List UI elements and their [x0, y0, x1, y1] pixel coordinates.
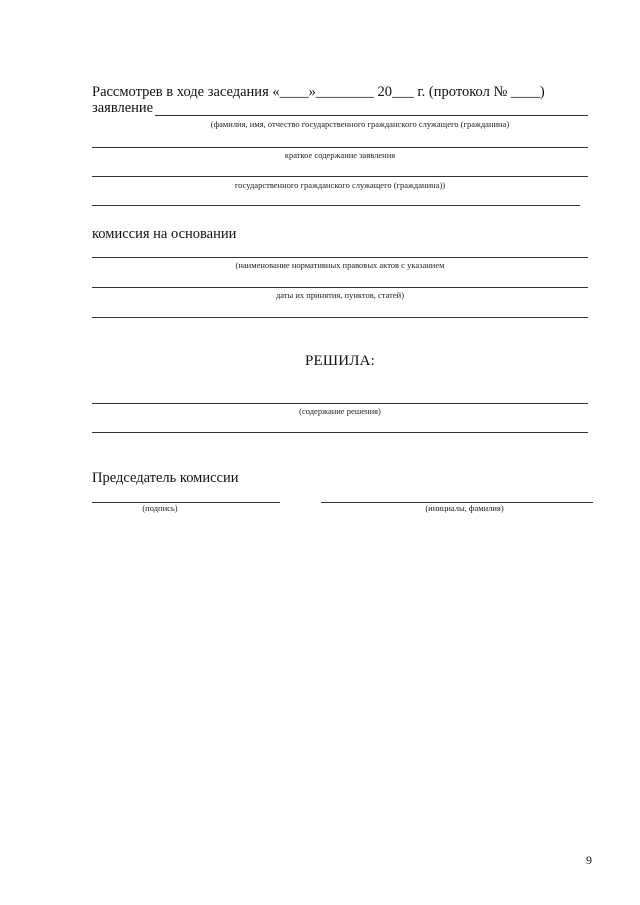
legal-extra-line — [92, 317, 588, 318]
summary-line — [92, 147, 588, 148]
page-number: 9 — [586, 853, 592, 867]
statement-underline — [155, 115, 588, 116]
decision-heading: РЕШИЛА: — [304, 353, 376, 369]
servant-line — [92, 176, 588, 177]
initials-caption: (инициалы, фамилия) — [425, 503, 504, 513]
statement-label: заявление — [92, 100, 154, 116]
summary-caption: краткое содержание заявления — [284, 150, 396, 160]
decision-line — [92, 403, 588, 404]
legal-acts-line — [92, 257, 588, 258]
signature-caption: (подпись) — [142, 503, 178, 513]
chair-label: Председатель комиссии — [92, 470, 239, 486]
decision-caption: (содержание решения) — [299, 406, 381, 416]
servant-caption: государственного гражданского служащего (гражданина)) — [234, 180, 446, 190]
legal-dates-caption: даты их принятия, пунктов, статей) — [275, 290, 405, 300]
commission-basis-label: комиссия на основании — [92, 226, 237, 242]
decision-extra-line — [92, 432, 588, 433]
meeting-date-line: Рассмотрев в ходе заседания «____»________ 20___ г. (протокол № ____) — [92, 84, 545, 100]
applicant-caption: (фамилия, имя, отчество государственного гражданского служащего (гражданина) — [210, 119, 510, 129]
legal-dates-line — [92, 287, 588, 288]
extra-line — [92, 205, 580, 206]
legal-acts-caption: (наименование нормативных правовых актов с указанием — [235, 260, 445, 270]
